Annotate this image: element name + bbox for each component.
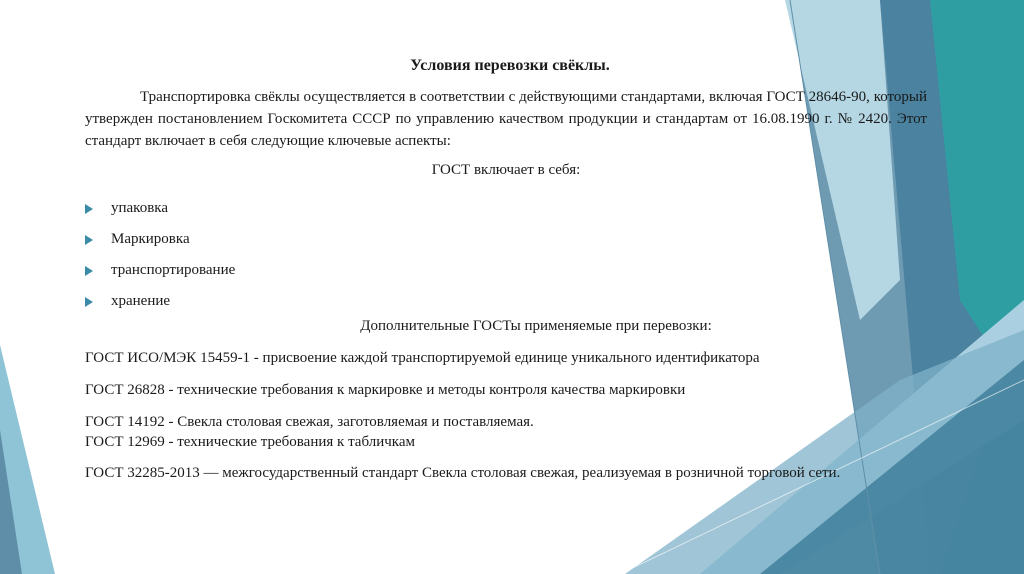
gost-line: ГОСТ 32285-2013 — межгосударственный стандарт Свекла столовая свежая, реализуемая в розничной торговой сети. bbox=[85, 465, 841, 481]
list-item-label: хранение bbox=[111, 293, 171, 309]
list-item bbox=[85, 286, 235, 317]
list-item bbox=[85, 224, 235, 255]
bullet-list bbox=[85, 193, 235, 317]
list-item-label: упаковка bbox=[111, 200, 169, 216]
triangle-right-icon bbox=[85, 204, 93, 214]
list-item bbox=[85, 255, 235, 286]
list-item-label: транспортирование bbox=[111, 262, 236, 278]
list-item bbox=[85, 193, 235, 224]
intro-paragraph: Транспортировка свёклы осуществляется в соответствии с действующими стандартами, включая ГОСТ 28646-90, который утвержден постановлением Госкомитета СССР по управлению качеством продукции и стандартам от 16.08.1990 г. № 2420. Этот стандарт включает в себя следующие ключевые аспекты: bbox=[85, 89, 927, 149]
triangle-right-icon bbox=[85, 235, 93, 245]
slide-title: Условия перевозки свёклы. bbox=[410, 57, 610, 74]
gost-line: ГОСТ 12969 - технические требования к табличкам bbox=[85, 434, 415, 450]
triangle-right-icon bbox=[85, 266, 93, 276]
gost-line: ГОСТ ИСО/МЭК 15459-1 - присвоение каждой транспортируемой единице уникального идентификатора bbox=[85, 350, 760, 366]
gost-line: ГОСТ 14192 - Свекла столовая свежая, заготовляемая и поставляемая. bbox=[85, 414, 534, 430]
triangle-right-icon bbox=[85, 297, 93, 307]
gost-line: ГОСТ 26828 - технические требования к маркировке и методы контроля качества маркировки bbox=[85, 382, 686, 398]
additional-gost-heading: Дополнительные ГОСТы применяемые при перевозки: bbox=[360, 318, 712, 334]
list-item-label: Маркировка bbox=[111, 231, 190, 247]
gost-heading: ГОСТ включает в себя: bbox=[431, 162, 581, 178]
